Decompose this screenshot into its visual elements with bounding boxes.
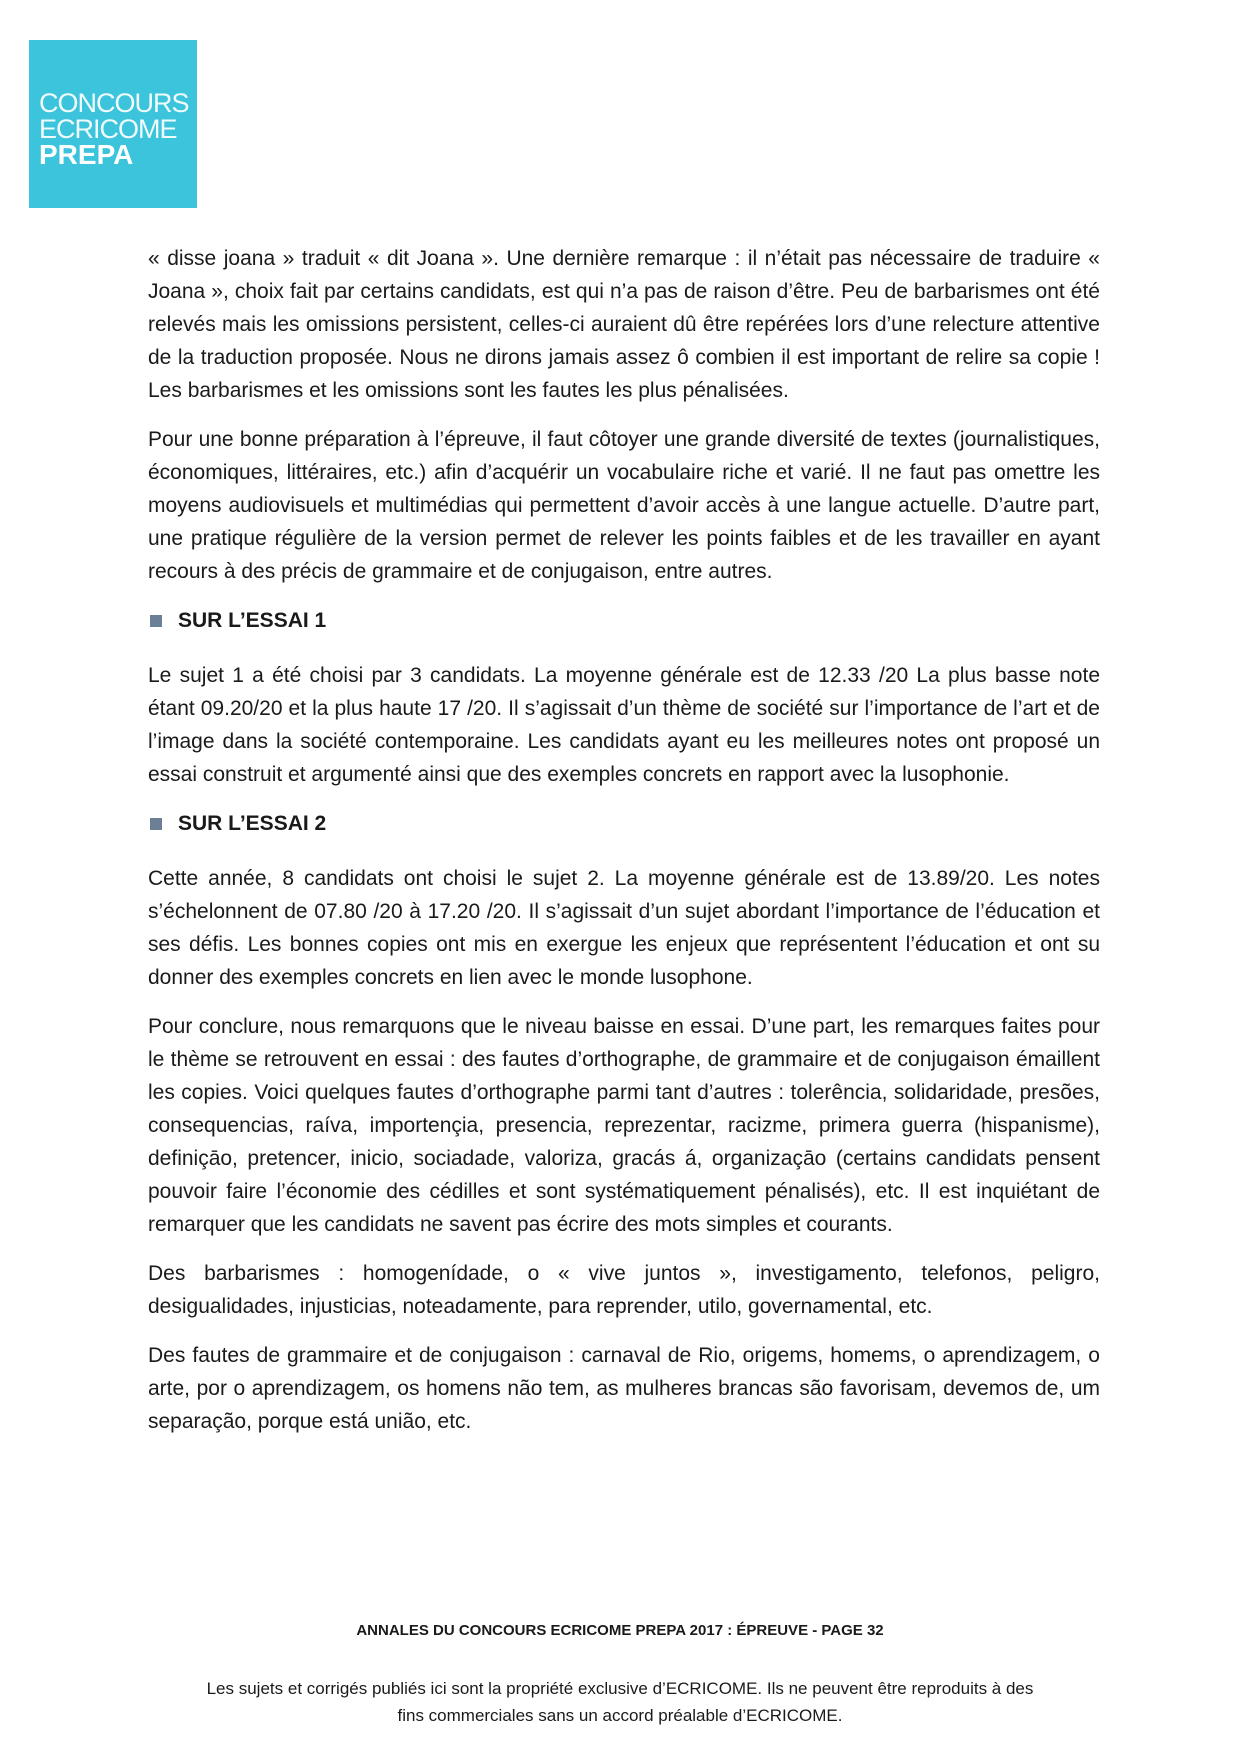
section-heading-essai-1 — [148, 604, 1100, 637]
paragraph-grammar-errors: Des fautes de grammaire et de conjugaison : carnaval de Rio, origems, homems, o aprendizagem, o arte, por o aprendizagem, os homens não tem, as mulheres brancas são favorisam, devemos de, um separação, porque está união, etc. — [148, 1344, 1100, 1433]
logo-text-concours: CONCOURS — [39, 88, 189, 118]
section-heading-essai-2 — [148, 807, 1100, 840]
footer-page-title: ANNALES DU CONCOURS ECRICOME PREPA 2017 : ÉPREUVE - PAGE 32 — [356, 1622, 884, 1639]
paragraph-conclusion: Pour conclure, nous remarquons que le niveau baisse en essai. D’une part, les remarques faites pour le thème se retrouvent en essai : des fautes d’orthographe, de grammaire et de conjugaison émaillent les copies. Voici quelques fautes d’orthographe parmi tant d’autres : tolerência, solidaridade, presões, consequencias, raíva, importençia, presencia, reprezentar, racizme, primera guerra (hispanisme), definiçāo, pretencer, inicio, sociadade, valoriza, gracás á, organizaçāo (certains candidats pensent pouvoir faire l’économie des cédilles et sont systématiquement pénalisés), etc. Il est inquiétant de remarquer que les candidats ne savent pas écrire des mots simples et courants. — [148, 1015, 1100, 1236]
section-heading-text: SUR L’ESSAI 2 — [178, 812, 327, 835]
paragraph-preparation-advice: Pour une bonne préparation à l’épreuve, il faut côtoyer une grande diversité de textes (journalistiques, économiques, littéraires, etc.) afin d’acquérir un vocabulaire riche et varié. Il ne faut pas omettre les moyens audiovisuels et multimédias qui permettent d’avoir accès à une langue actuelle. D’autre part, une pratique régulière de la version permet de relever les points faibles et de les travailler en ayant recours à des précis de grammaire et de conjugaison, entre autres. — [148, 428, 1100, 583]
footer-copyright-note — [140, 1675, 1100, 1729]
paragraph-essai-2: Cette année, 8 candidats ont choisi le sujet 2. La moyenne générale est de 13.89/20. Les notes s’échelonnent de 07.80 /20 à 17.20 /20. Il s’agissait d’un sujet abordant l’importance de l’éducation et ses défis. Les bonnes copies ont mis en exergue les enjeux que représentent l’éducation et ont su donner des exemples concrets en lien avec le monde lusophone. — [148, 867, 1100, 989]
paragraph-version-remarks: « disse joana » traduit « dit Joana ». Une dernière remarque : il n’était pas nécessaire de traduire « Joana », choix fait par certains candidats, est qui n’a pas de raison d’être. Peu de barbarismes ont été relevés mais les omissions persistent, celles-ci auraient dû être repérées lors d’une relecture attentive de la traduction proposée. Nous ne dirons jamais assez ô combien il est important de relire sa copie ! Les barbarismes et les omissions sont les fautes les plus pénalisées. — [148, 247, 1100, 402]
logo-text-prepa: PREPA — [39, 139, 134, 170]
logo-text-ecricome: ECRICOME — [39, 114, 177, 144]
section-heading-text: SUR L’ESSAI 1 — [178, 609, 327, 632]
page-content — [148, 242, 1100, 1454]
square-bullet-icon — [150, 818, 162, 830]
paragraph-essai-1: Le sujet 1 a été choisi par 3 candidats. La moyenne générale est de 12.33 /20 La plus basse note étant 09.20/20 et la plus haute 17 /20. Il s’agissait d’un thème de société sur l’importance de l’art et de l’image dans la société contemporaine. Les candidats ayant eu les meilleures notes ont proposé un essai construit et argumenté ainsi que des exemples concrets en rapport avec la lusophonie. — [148, 664, 1100, 786]
footer-note-line-1: Les sujets et corrigés publiés ici sont la propriété exclusive d’ECRICOME. Ils ne peuvent être reproduits à des — [206, 1679, 1034, 1698]
square-bullet-icon — [150, 615, 162, 627]
footer-note-line-2: fins commerciales sans un accord préalable d’ECRICOME. — [397, 1706, 843, 1725]
paragraph-barbarismes: Des barbarismes : homogenídade, o « vive juntos », investigamento, telefonos, peligro, desigualidades, injusticias, noteadamente, para reprender, utilo, governamental, etc. — [148, 1262, 1100, 1318]
ecricome-logo — [29, 40, 197, 208]
